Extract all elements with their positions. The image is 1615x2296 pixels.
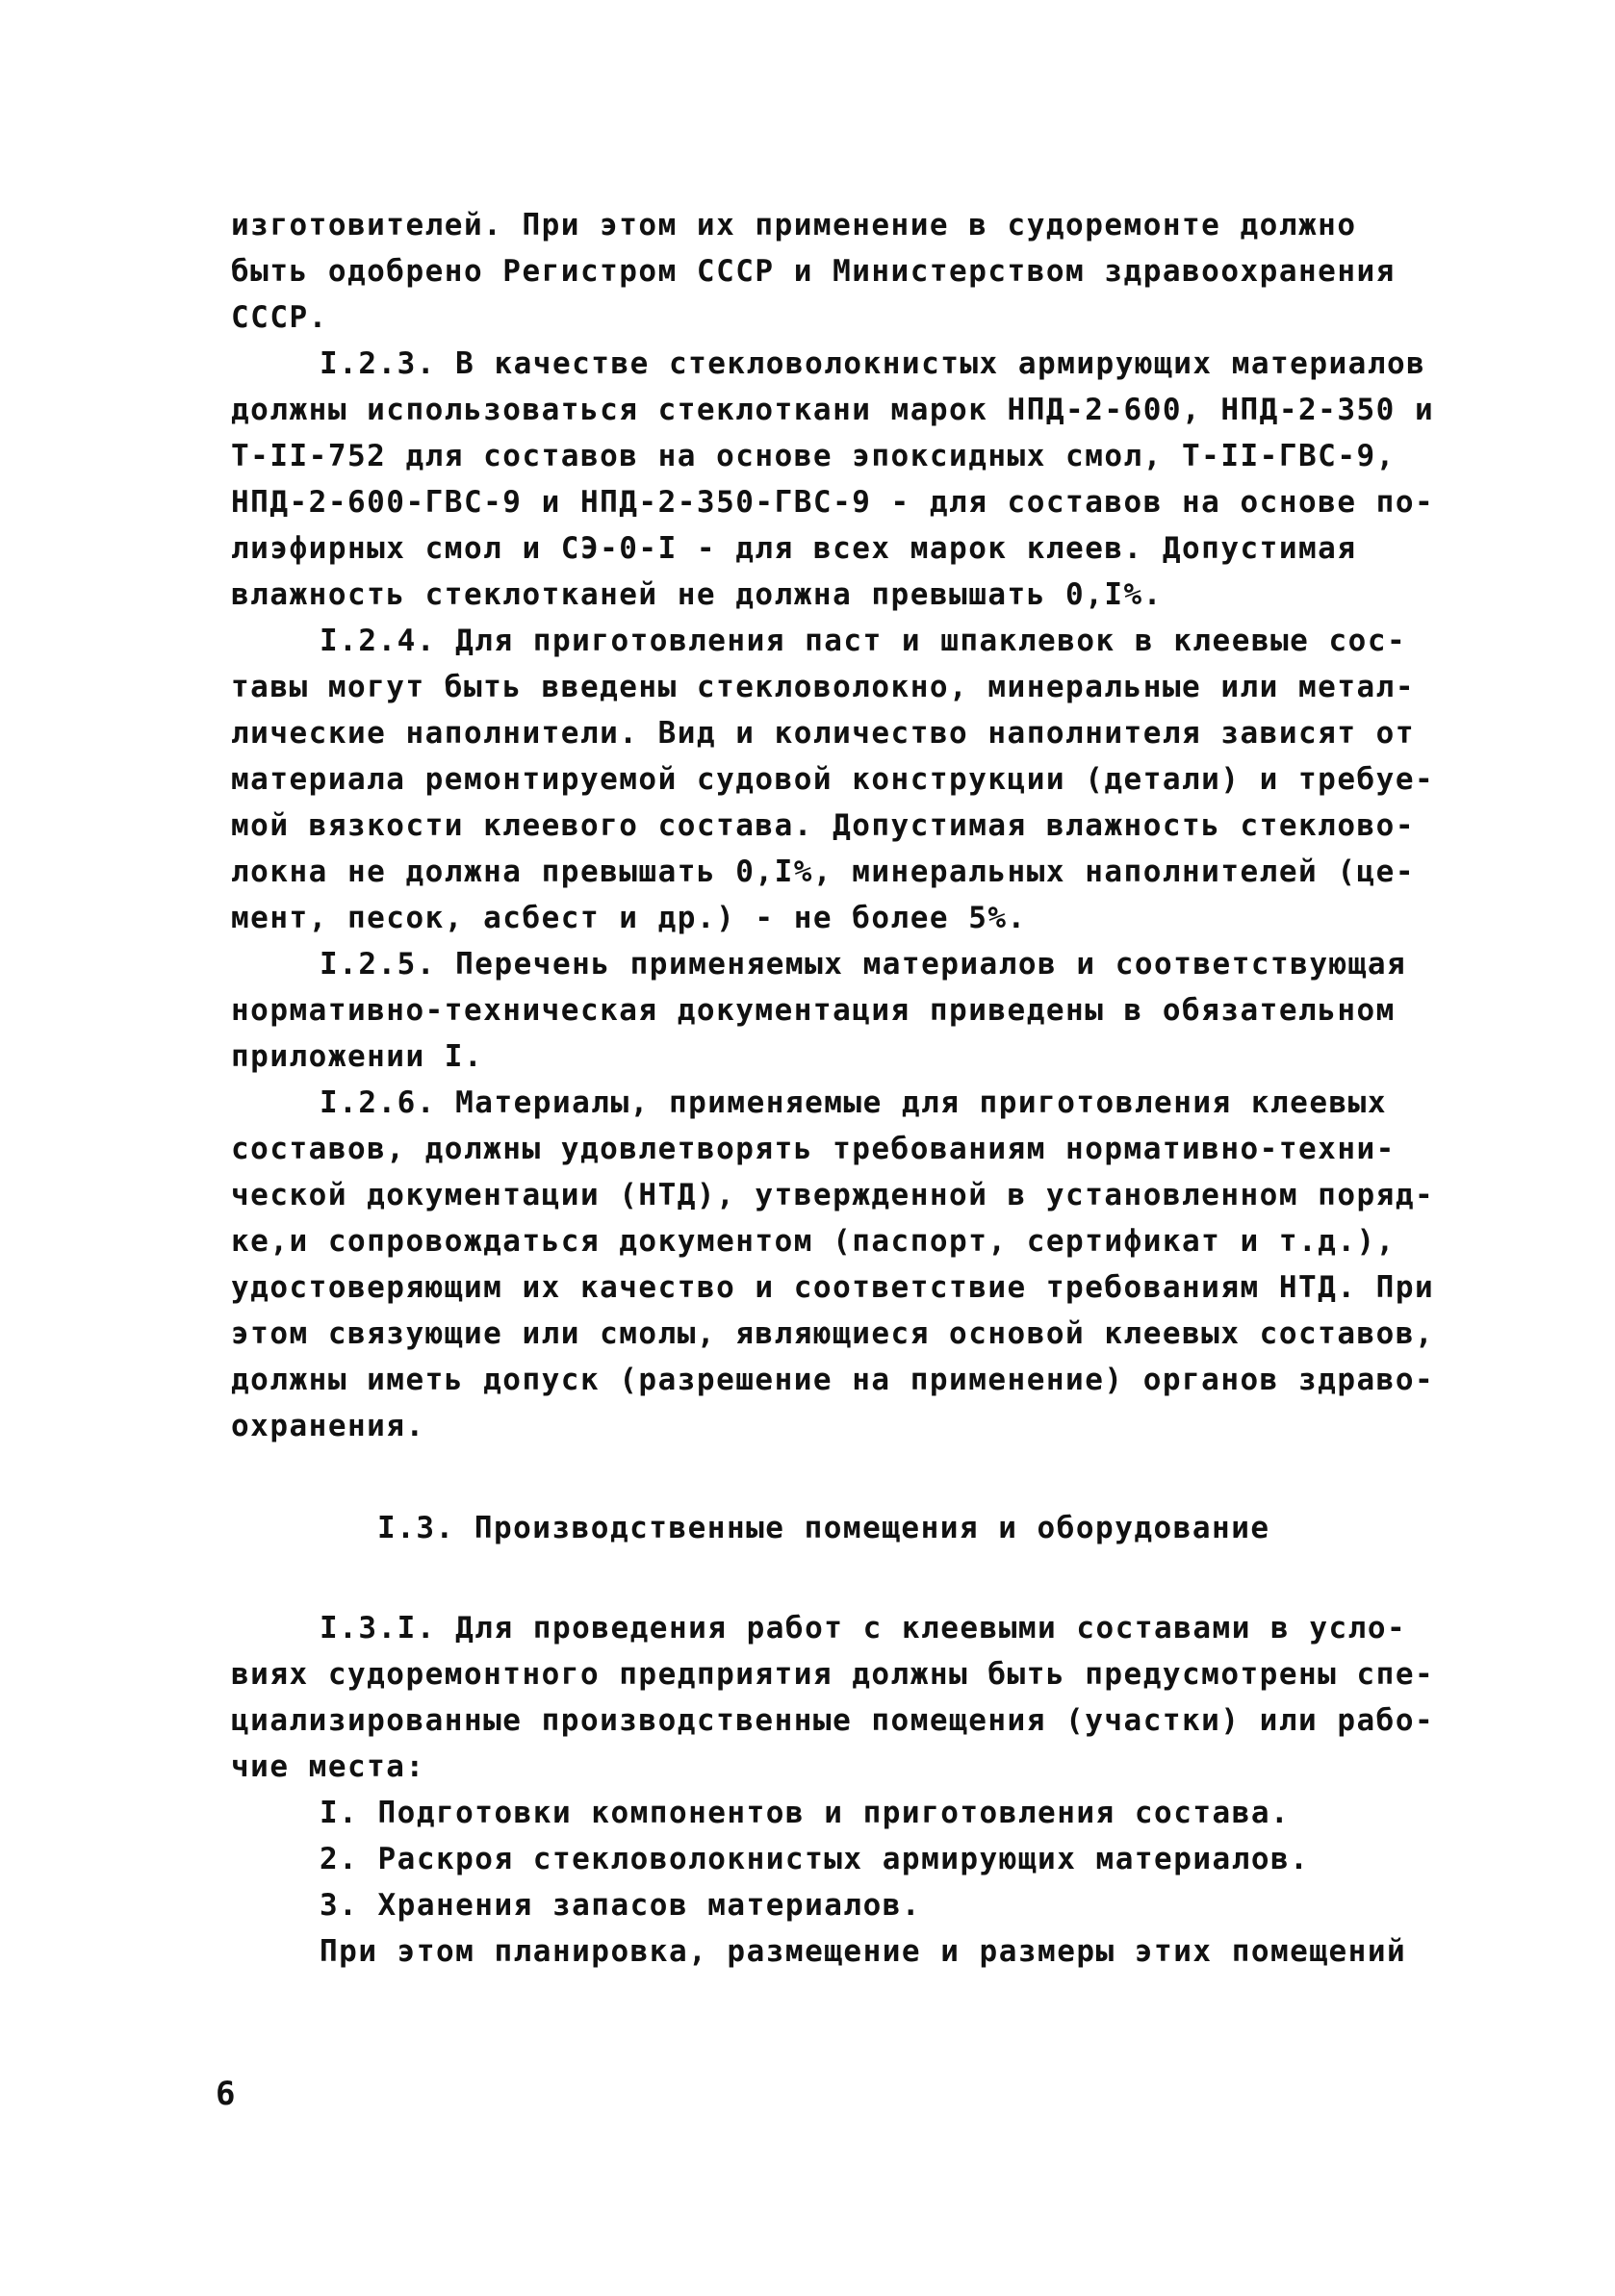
text-line: должны иметь допуск (разрешение на применение) органов здраво- — [231, 1363, 1435, 1397]
text-line-clause-1-2-5: I.2.5. Перечень применяемых материалов и соответствующая — [320, 947, 1407, 982]
text-line: изготовителей. При этом их применение в судоремонте должно — [231, 208, 1357, 242]
text-line: мент, песок, асбест и др.) - не более 5%. — [231, 901, 1027, 935]
text-line: должны использоваться стеклоткани марок НПД-2-600, НПД-2-350 и — [231, 393, 1435, 427]
list-item-2: 2. Раскроя стекловолокнистых армирующих материалов. — [320, 1842, 1310, 1876]
text-line-clause-1-2-3: I.2.3. В качестве стекловолокнистых армирующих материалов — [320, 346, 1426, 381]
text-line: чие места: — [231, 1749, 425, 1784]
text-line: ческой документации (НТД), утвержденной в установленном поряд- — [231, 1178, 1435, 1212]
text-line-clause-1-3-1: I.3.I. Для проведения работ с клеевыми составами в усло- — [320, 1611, 1407, 1645]
text-line: нормативно-техническая документация приведены в обязательном — [231, 993, 1396, 1028]
paragraph-block-1 — [231, 202, 1435, 1449]
text-line: циализированные производственные помещения (участки) или рабо- — [231, 1703, 1435, 1738]
text-line: лиэфирных смол и СЭ-0-I - для всех марок клеев. Допустимая — [231, 531, 1357, 566]
text-line: виях судоремонтного предприятия должны быть предусмотрены спе- — [231, 1657, 1435, 1692]
text-line: этом связующие или смолы, являющиеся основой клеевых составов, — [231, 1316, 1435, 1351]
text-line: локна не должна превышать 0,I%, минеральных наполнителей (це- — [231, 855, 1415, 889]
text-line: При этом планировка, размещение и размеры этих помещений — [320, 1934, 1407, 1969]
list-item-1: I. Подготовки компонентов и приготовления состава. — [320, 1796, 1291, 1830]
text-line: удостоверяющим их качество и соответствие требованиям НТД. При — [231, 1270, 1435, 1305]
text-line: охранения. — [231, 1409, 425, 1443]
section-heading-1-3: I.3. Производственные помещения и оборудование — [377, 1511, 1270, 1545]
text-line: материала ремонтируемой судовой конструкции (детали) и требуе- — [231, 762, 1435, 797]
text-line: приложении I. — [231, 1039, 484, 1074]
text-line-clause-1-2-6: I.2.6. Материалы, применяемые для приготовления клеевых — [320, 1085, 1387, 1120]
text-line: тавы могут быть введены стекловолокно, минеральные или метал- — [231, 670, 1415, 704]
paragraph-block-2 — [231, 1605, 1435, 1975]
list-item-3: 3. Хранения запасов материалов. — [320, 1888, 922, 1923]
text-line: СССР. — [231, 300, 328, 335]
text-line: Т-II-752 для составов на основе эпоксидных смол, Т-II-ГВС-9, — [231, 439, 1396, 473]
text-line: НПД-2-600-ГВС-9 и НПД-2-350-ГВС-9 - для составов на основе по- — [231, 485, 1435, 520]
text-line: быть одобрено Регистром СССР и Министерством здравоохранения — [231, 254, 1396, 289]
text-line-clause-1-2-4: I.2.4. Для приготовления паст и шпаклевок в клеевые сос- — [320, 624, 1407, 658]
text-line: ке,и сопровождаться документом (паспорт, сертификат и т.д.), — [231, 1224, 1396, 1259]
page-number: 6 — [216, 2075, 236, 2113]
text-line: влажность стеклотканей не должна превышать 0,I%. — [231, 577, 1163, 612]
text-line: составов, должны удовлетворять требованиям нормативно-техни- — [231, 1132, 1396, 1166]
text-line: мой вязкости клеевого состава. Допустимая влажность стеклово- — [231, 808, 1415, 843]
text-line: лические наполнители. Вид и количество наполнителя зависят от — [231, 716, 1415, 751]
